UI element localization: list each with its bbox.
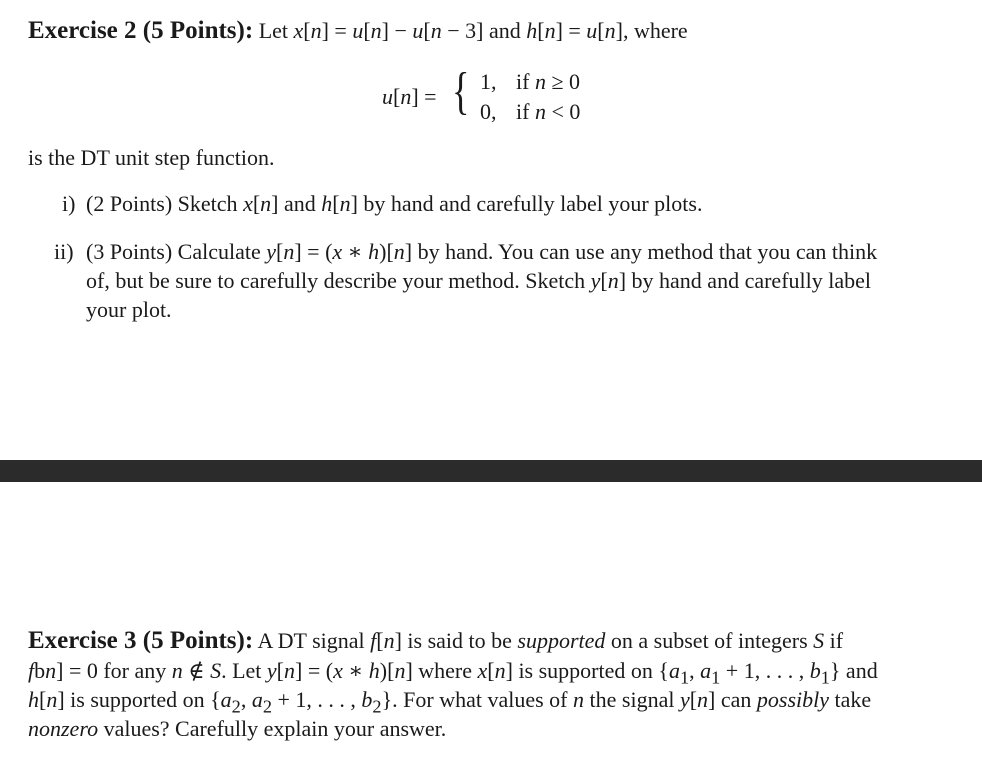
text: )[ — [379, 239, 394, 264]
text: ] = 0 — [56, 658, 98, 683]
math-var: n — [339, 191, 351, 216]
math-var: a — [251, 687, 263, 712]
text: ] = ( — [294, 239, 333, 264]
text: for any — [97, 658, 172, 683]
text: [ — [363, 18, 371, 43]
math-var: b — [361, 687, 373, 712]
text: b — [34, 658, 46, 683]
item-i-text — [86, 189, 702, 218]
text: ] − — [381, 18, 413, 43]
text: ] — [404, 239, 413, 264]
item-ii-number: ii) — [54, 239, 74, 264]
text: the signal — [584, 687, 680, 712]
text: ] — [405, 658, 413, 683]
math-var: n — [534, 99, 546, 124]
text: by hand. You can use any method that you can think — [412, 239, 878, 264]
text: ∗ — [342, 239, 369, 264]
text: ] and — [271, 191, 322, 216]
text: take — [829, 687, 872, 712]
text: ∗ — [342, 658, 369, 683]
math-var: u — [412, 18, 424, 43]
unit-step-description: is the DT unit step function. — [28, 145, 275, 170]
text: [ — [376, 628, 384, 653]
math-var: h — [321, 191, 333, 216]
text: A DT signal — [253, 628, 371, 653]
item-ii-line-1 — [86, 237, 877, 266]
math-var: n — [534, 69, 546, 94]
text: [ — [597, 18, 605, 43]
subscript: 1 — [711, 667, 721, 688]
emphasis: possibly — [756, 687, 830, 712]
math-var: y — [679, 687, 690, 712]
subscript: 1 — [679, 667, 690, 688]
exercise-3-line-1 — [28, 626, 843, 655]
text: ] — [618, 268, 627, 293]
exercise-3-title: Exercise 3 (5 Points): — [28, 627, 254, 654]
text: ] = — [555, 18, 587, 43]
math-var: x — [332, 239, 343, 264]
subscript: 2 — [372, 696, 382, 717]
text: } and — [829, 658, 878, 683]
math-var: h — [368, 658, 380, 683]
math-var: x — [477, 658, 488, 683]
unit-step-lhs — [382, 82, 437, 111]
text: }. For what values of — [381, 687, 574, 712]
math-var: x — [293, 18, 304, 43]
math-var: n — [697, 687, 709, 712]
math-var: n — [393, 239, 405, 264]
math-var: u — [352, 18, 364, 43]
text: [ — [537, 18, 545, 43]
math-var: y — [590, 268, 601, 293]
text: ] = ( — [295, 658, 334, 683]
math-var: y — [266, 239, 277, 264]
text: 0, — [480, 99, 497, 124]
subscript: 1 — [820, 667, 830, 688]
text: [ — [39, 687, 47, 712]
math-var: b — [809, 658, 821, 683]
math-var: n — [310, 18, 322, 43]
math-var: n — [370, 18, 382, 43]
math-var: f — [28, 658, 35, 683]
text: [ — [393, 84, 401, 109]
case-1 — [480, 67, 580, 96]
emphasis: supported — [517, 628, 606, 653]
page-divider — [0, 460, 982, 482]
math-var: n — [604, 18, 616, 43]
text: if — [516, 69, 535, 94]
case-2 — [480, 97, 580, 126]
text: can — [715, 687, 757, 712]
math-var: n — [494, 658, 506, 683]
exercise-3-line-4 — [28, 714, 446, 743]
item-ii-line-3: your plot. — [86, 297, 172, 322]
math-var: n — [400, 84, 412, 109]
exercise-2-title: Exercise 2 (5 Points): — [28, 17, 254, 44]
text: [ — [276, 239, 284, 264]
text: (3 Points) Calculate — [86, 239, 267, 264]
math-var: a — [668, 658, 680, 683]
text: is said to be — [401, 628, 518, 653]
math-var: n — [45, 658, 57, 683]
text: [ — [487, 658, 495, 683]
text: ] = — [321, 18, 353, 43]
math-var: u — [382, 84, 393, 109]
text: < 0 — [545, 99, 581, 124]
text: of, but be sure to carefully describe your method. Sketch — [86, 268, 591, 293]
text: by hand and carefully label — [626, 268, 872, 293]
math-var: h — [28, 687, 39, 712]
text: ] — [350, 191, 358, 216]
text: by hand and carefully label your plots. — [357, 191, 703, 216]
math-var: n — [383, 628, 395, 653]
item-ii-line-2 — [86, 266, 871, 295]
text: if — [824, 628, 844, 653]
text: + 1, . . . , — [720, 658, 810, 683]
text: ], where — [615, 18, 688, 43]
emphasis: nonzero — [28, 716, 99, 741]
text: , — [240, 687, 252, 712]
math-var: a — [700, 658, 712, 683]
math-var: f — [370, 628, 377, 653]
text: − 3] and — [441, 18, 527, 43]
text: if — [516, 99, 535, 124]
text: ] — [57, 687, 65, 712]
math-var: x — [333, 658, 343, 683]
text: [ — [689, 687, 698, 712]
text: on a subset of integers — [605, 628, 814, 653]
math-var: n — [46, 687, 58, 712]
text: values? Carefully explain your answer. — [98, 716, 447, 741]
math-var: n — [283, 239, 295, 264]
math-var: n — [573, 687, 585, 712]
text: [ — [252, 191, 261, 216]
text: is supported on { — [512, 658, 669, 683]
math-var: S — [210, 658, 222, 683]
math-var: h — [368, 239, 380, 264]
text: 1, — [480, 69, 497, 94]
item-i-number: i) — [62, 191, 76, 216]
exercise-2-intro — [28, 16, 688, 45]
math-var: u — [586, 18, 598, 43]
math-var: n — [394, 658, 406, 683]
math-var: a — [220, 687, 232, 712]
math-var: n — [171, 658, 183, 683]
text: Let — [258, 18, 294, 43]
math-var: h — [526, 18, 538, 43]
text: + 1, . . . , — [272, 687, 362, 712]
text: where — [412, 658, 478, 683]
text: [ — [332, 191, 340, 216]
text: [ — [423, 18, 431, 43]
text: ] — [708, 687, 716, 712]
text: ∉ — [182, 658, 211, 683]
text: )[ — [379, 658, 395, 683]
math-var: n — [284, 658, 295, 683]
text: is supported on { — [64, 687, 221, 712]
math-var: n — [607, 268, 619, 293]
text: . Let — [221, 658, 267, 683]
text: ] = — [411, 84, 437, 109]
text: [ — [303, 18, 311, 43]
math-var: y — [266, 658, 277, 683]
text: (2 Points) Sketch — [86, 191, 244, 216]
math-var: n — [544, 18, 556, 43]
math-var: n — [430, 18, 442, 43]
math-var: n — [260, 191, 272, 216]
text: , — [689, 658, 701, 683]
text: [ — [276, 658, 284, 683]
text: [ — [600, 268, 608, 293]
subscript: 2 — [231, 696, 241, 717]
math-var: S — [813, 628, 825, 653]
math-var: x — [243, 191, 253, 216]
left-brace: { — [452, 63, 470, 120]
subscript: 2 — [262, 696, 272, 717]
text: ≥ 0 — [545, 69, 581, 94]
text: ] — [394, 628, 402, 653]
text: ] — [505, 658, 513, 683]
